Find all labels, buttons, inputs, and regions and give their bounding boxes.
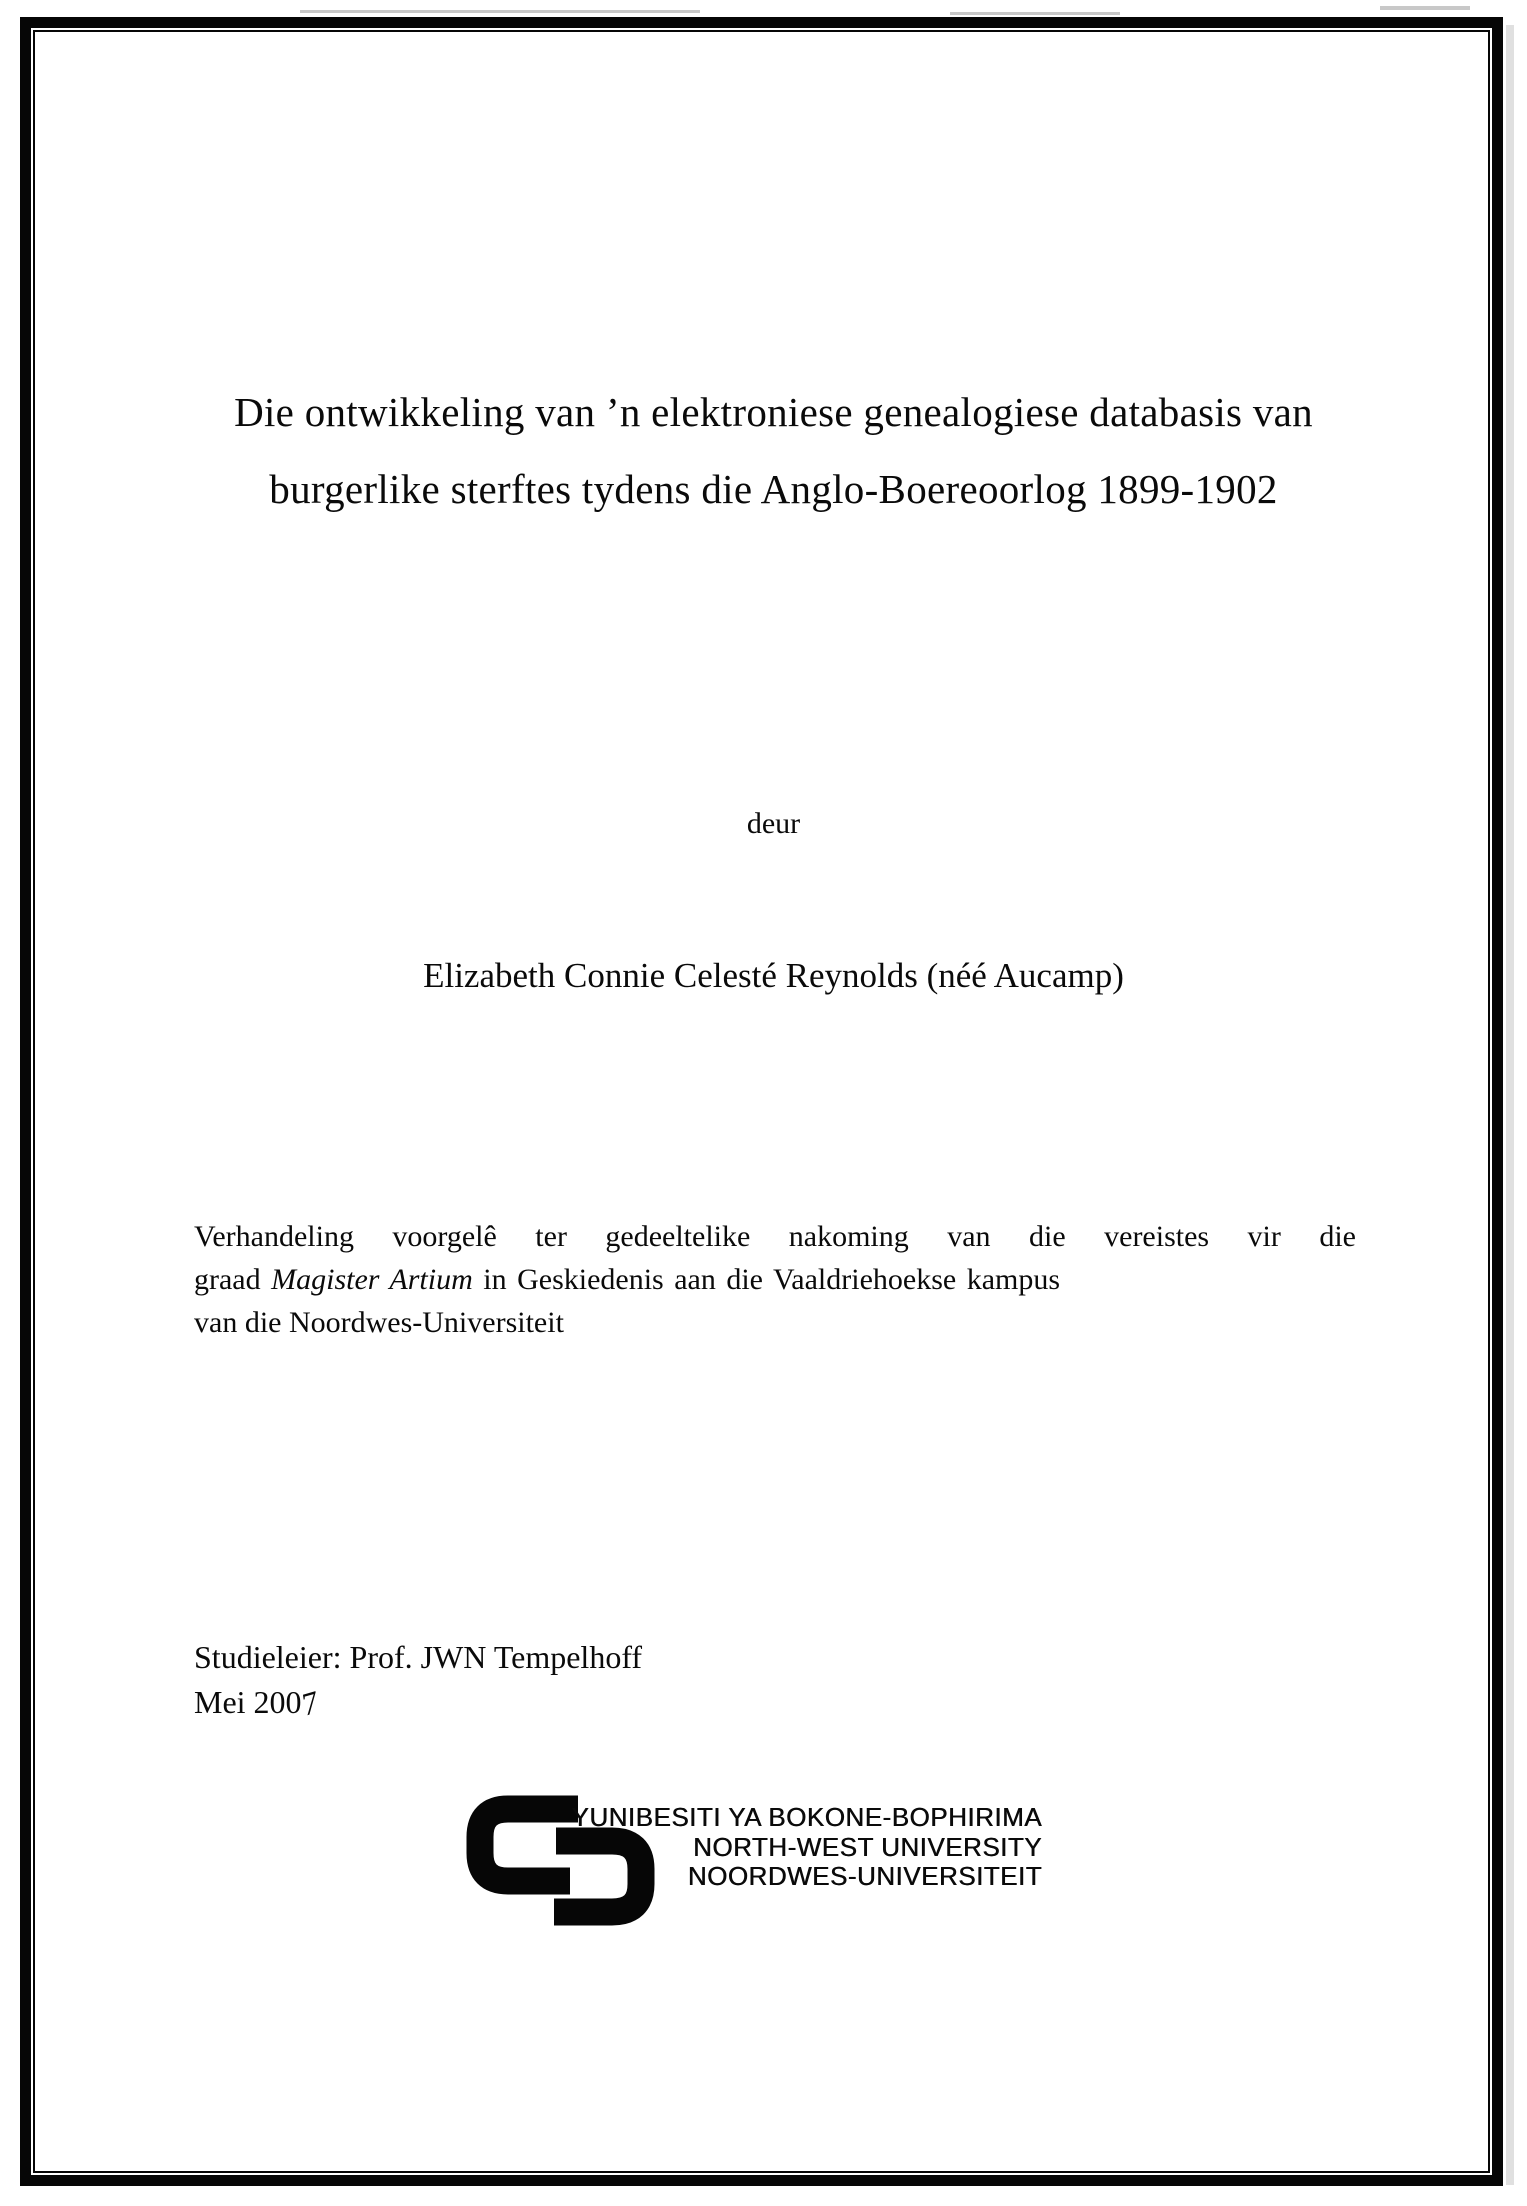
university-name-afrikaans: NOORDWES-UNIVERSITEIT: [687, 1861, 1042, 1891]
date-line: [194, 1680, 642, 1725]
thesis-title-line1: Die ontwikkeling van ’n elektroniese genealogiese databasis van: [234, 389, 1313, 435]
date-last-digit: 7: [299, 1682, 320, 1724]
degree-name: Magister Artium: [271, 1263, 473, 1296]
submission-line3: van die Noordwes-Universiteit: [194, 1306, 564, 1339]
date-prefix: Mei 200: [194, 1684, 302, 1720]
submission-line2: [194, 1258, 1356, 1301]
submission-line2-prefix: graad: [194, 1263, 272, 1296]
author-name: Elizabeth Connie Celesté Reynolds (néé Aucamp): [423, 956, 1124, 995]
scan-artifact-top: [300, 10, 700, 13]
submission-statement: [194, 1215, 1356, 1344]
submission-line2-suffix: in Geskiedenis aan die Vaaldriehoekse kampus: [472, 1263, 1061, 1296]
thesis-title: [160, 374, 1387, 528]
supervisor-block: [194, 1635, 642, 1725]
scan-artifact-top: [1380, 6, 1470, 10]
submission-line1: Verhandeling voorgelê ter gedeeltelike nakoming van die vereistes vir die: [194, 1220, 1356, 1253]
nwu-logo-wordmark: [571, 1803, 1042, 1892]
university-name-english: NORTH-WEST UNIVERSITY: [692, 1831, 1042, 1862]
thesis-title-line2: burgerlike sterftes tydens die Anglo-Boereoorlog 1899-1902: [269, 466, 1278, 512]
university-name-setswana: YUNIBESITI YA BOKONE-BOPHIRIMA: [571, 1802, 1042, 1832]
scan-artifact-right-edge: [1506, 25, 1514, 2185]
scan-artifact-top: [950, 12, 1120, 15]
byline: deur: [746, 807, 801, 840]
supervisor-line: Studieleier: Prof. JWN Tempelhoff: [194, 1639, 643, 1675]
